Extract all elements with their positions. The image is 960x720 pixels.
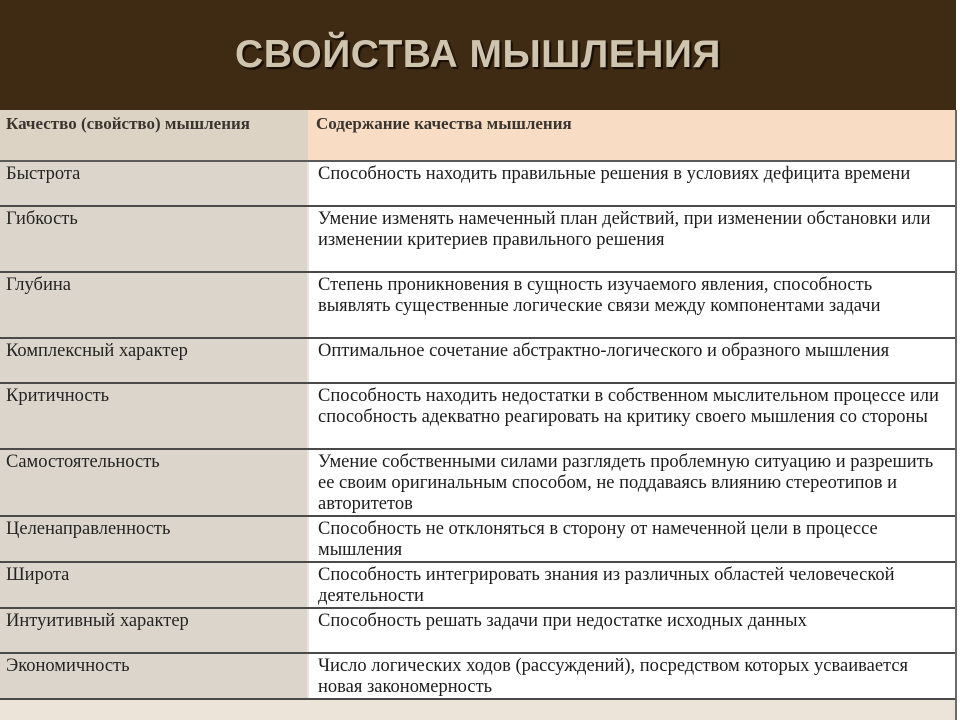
content-cell: Способность не отклоняться в сторону от намеченной цели в процессе мышления (308, 516, 955, 562)
quality-cell: Широта (0, 562, 308, 608)
content-cell: Способность решать задачи при недостатке исходных данных (308, 608, 955, 653)
slide-title: СВОЙСТВА МЫШЛЕНИЯ (235, 33, 721, 76)
content-cell: Умение изменять намеченный план действий, при изменении обстановки или изменении критериев правильного решения (308, 206, 955, 272)
quality-cell: Экономичность (0, 653, 308, 699)
quality-cell: Самостоятельность (0, 449, 308, 516)
properties-table-container (0, 110, 957, 720)
header-quality: Качество (свойство) мышления (0, 110, 308, 161)
table-row (0, 206, 955, 272)
quality-cell: Гибкость (0, 206, 308, 272)
table-row (0, 338, 955, 383)
content-cell: Способность находить правильные решения в условиях дефицита времени (308, 161, 955, 206)
thinking-properties-table (0, 110, 955, 700)
content-cell: Умение собственными силами разглядеть проблемную ситуацию и разрешить ее своим оригинальным способом, не поддаваясь влиянию стереотипов и авторитетов (308, 449, 955, 516)
content-cell: Способность интегрировать знания из различных областей человеческой деятельности (308, 562, 955, 608)
table-row (0, 383, 955, 449)
title-banner (0, 0, 960, 110)
quality-cell: Глубина (0, 272, 308, 338)
content-cell: Степень проникновения в сущность изучаемого явления, способность выявлять существенные логические связи между компонентами задачи (308, 272, 955, 338)
table-row (0, 272, 955, 338)
quality-cell: Комплексный характер (0, 338, 308, 383)
content-cell: Число логических ходов (рассуждений), посредством которых усваивается новая закономерность (308, 653, 955, 699)
quality-cell: Быстрота (0, 161, 308, 206)
quality-cell: Интуитивный характер (0, 608, 308, 653)
table-row (0, 562, 955, 608)
table-row (0, 516, 955, 562)
quality-cell: Критичность (0, 383, 308, 449)
table-row (0, 608, 955, 653)
table-row (0, 161, 955, 206)
content-cell: Оптимальное сочетание абстрактно-логического и образного мышления (308, 338, 955, 383)
header-content: Содержание качества мышления (308, 110, 955, 161)
table-header-row (0, 110, 955, 161)
table-row (0, 653, 955, 699)
table-row (0, 449, 955, 516)
content-cell: Способность находить недостатки в собственном мыслительном процессе или способность адекватно реагировать на критику своего мышления со стороны (308, 383, 955, 449)
quality-cell: Целенаправленность (0, 516, 308, 562)
